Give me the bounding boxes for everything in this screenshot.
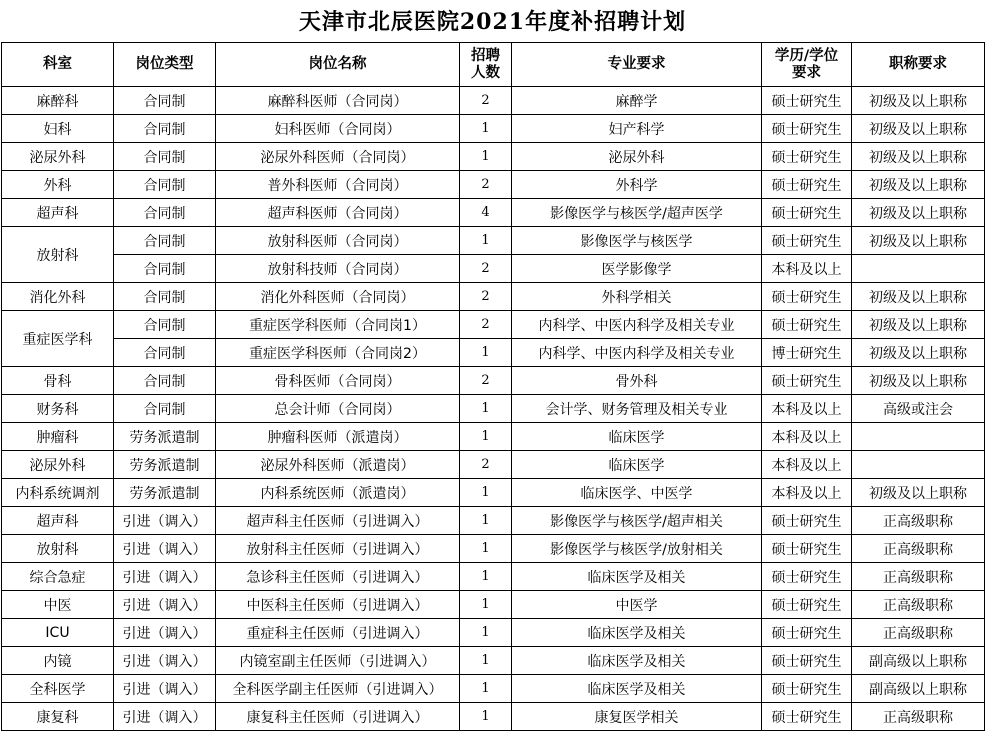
cell-dept: 中医 — [2, 591, 114, 619]
cell-edu: 硕士研究生 — [762, 535, 852, 563]
cell-title: 初级及以上职称 — [852, 171, 985, 199]
cell-edu: 本科及以上 — [762, 395, 852, 423]
header-edu-line1: 学历/学位 — [774, 47, 839, 64]
cell-dept: 重症医学科 — [2, 311, 114, 367]
cell-title: 正高级职称 — [852, 591, 985, 619]
cell-type: 引进（调入） — [114, 507, 216, 535]
table-row — [2, 143, 985, 171]
cell-count: 1 — [460, 703, 512, 731]
cell-title: 初级及以上职称 — [852, 479, 985, 507]
cell-dept: 超声科 — [2, 507, 114, 535]
cell-name: 消化外科医师（合同岗） — [216, 283, 460, 311]
cell-count: 2 — [460, 87, 512, 115]
cell-title: 正高级职称 — [852, 619, 985, 647]
cell-major: 内科学、中医内科学及相关专业 — [512, 311, 762, 339]
cell-edu: 本科及以上 — [762, 423, 852, 451]
table-row — [2, 395, 985, 423]
cell-count: 1 — [460, 675, 512, 703]
cell-name: 全科医学副主任医师（引进调入） — [216, 675, 460, 703]
header-edu-line2: 要求 — [792, 64, 821, 81]
header-type: 岗位类型 — [114, 43, 216, 87]
cell-type: 引进（调入） — [114, 591, 216, 619]
cell-dept: 麻醉科 — [2, 87, 114, 115]
cell-type: 合同制 — [114, 255, 216, 283]
table-row — [2, 87, 985, 115]
cell-title: 初级及以上职称 — [852, 311, 985, 339]
header-dept: 科室 — [2, 43, 114, 87]
table-row — [2, 339, 985, 367]
page-title: 天津市北辰医院2021年度补招聘计划 — [298, 9, 687, 35]
cell-type: 引进（调入） — [114, 675, 216, 703]
cell-major: 临床医学及相关 — [512, 647, 762, 675]
header-count — [460, 43, 512, 87]
cell-title: 正高级职称 — [852, 507, 985, 535]
cell-count: 2 — [460, 367, 512, 395]
cell-major: 影像医学与核医学/超声相关 — [512, 507, 762, 535]
cell-dept: 消化外科 — [2, 283, 114, 311]
cell-title — [852, 423, 985, 451]
cell-count: 1 — [460, 479, 512, 507]
cell-type: 引进（调入） — [114, 647, 216, 675]
cell-title: 初级及以上职称 — [852, 227, 985, 255]
cell-major: 临床医学 — [512, 423, 762, 451]
table-row — [2, 535, 985, 563]
table-row — [2, 507, 985, 535]
cell-dept: 放射科 — [2, 227, 114, 283]
cell-dept: 综合急症 — [2, 563, 114, 591]
cell-name: 重症医学科医师（合同岗1） — [216, 311, 460, 339]
cell-type: 劳务派遣制 — [114, 479, 216, 507]
table-row — [2, 255, 985, 283]
cell-type: 合同制 — [114, 87, 216, 115]
cell-name: 康复科主任医师（引进调入） — [216, 703, 460, 731]
cell-name: 放射科技师（合同岗） — [216, 255, 460, 283]
cell-name: 超声科主任医师（引进调入） — [216, 507, 460, 535]
cell-major: 中医学 — [512, 591, 762, 619]
table-row — [2, 479, 985, 507]
table-row — [2, 647, 985, 675]
cell-dept: 内镜 — [2, 647, 114, 675]
cell-title: 初级及以上职称 — [852, 339, 985, 367]
cell-edu: 硕士研究生 — [762, 647, 852, 675]
cell-name: 泌尿外科医师（合同岗） — [216, 143, 460, 171]
cell-name: 重症医学科医师（合同岗2） — [216, 339, 460, 367]
cell-title: 初级及以上职称 — [852, 143, 985, 171]
table-row — [2, 563, 985, 591]
cell-title: 初级及以上职称 — [852, 367, 985, 395]
cell-edu: 硕士研究生 — [762, 367, 852, 395]
table-row — [2, 675, 985, 703]
cell-edu: 硕士研究生 — [762, 311, 852, 339]
cell-major: 会计学、财务管理及相关专业 — [512, 395, 762, 423]
cell-edu: 硕士研究生 — [762, 703, 852, 731]
cell-dept: 财务科 — [2, 395, 114, 423]
cell-dept: 泌尿外科 — [2, 451, 114, 479]
cell-dept: 外科 — [2, 171, 114, 199]
cell-title: 高级或注会 — [852, 395, 985, 423]
cell-count: 1 — [460, 535, 512, 563]
cell-edu: 博士研究生 — [762, 339, 852, 367]
cell-edu: 本科及以上 — [762, 451, 852, 479]
cell-count: 1 — [460, 143, 512, 171]
cell-count: 1 — [460, 339, 512, 367]
cell-major: 影像医学与核医学 — [512, 227, 762, 255]
cell-major: 骨外科 — [512, 367, 762, 395]
cell-major: 临床医学及相关 — [512, 675, 762, 703]
cell-count: 2 — [460, 283, 512, 311]
cell-title: 正高级职称 — [852, 563, 985, 591]
cell-name: 普外科医师（合同岗） — [216, 171, 460, 199]
cell-title: 正高级职称 — [852, 535, 985, 563]
cell-count: 2 — [460, 451, 512, 479]
cell-type: 引进（调入） — [114, 535, 216, 563]
cell-dept: 全科医学 — [2, 675, 114, 703]
cell-type: 引进（调入） — [114, 703, 216, 731]
cell-count: 1 — [460, 619, 512, 647]
cell-type: 劳务派遣制 — [114, 423, 216, 451]
cell-dept: 放射科 — [2, 535, 114, 563]
cell-title — [852, 255, 985, 283]
table-row — [2, 171, 985, 199]
table-row — [2, 451, 985, 479]
cell-major: 医学影像学 — [512, 255, 762, 283]
cell-name: 内镜室副主任医师（引进调入） — [216, 647, 460, 675]
cell-name: 泌尿外科医师（派遣岗） — [216, 451, 460, 479]
cell-dept: 康复科 — [2, 703, 114, 731]
cell-type: 合同制 — [114, 227, 216, 255]
cell-edu: 硕士研究生 — [762, 171, 852, 199]
table-row — [2, 199, 985, 227]
cell-count: 1 — [460, 591, 512, 619]
cell-major: 临床医学、中医学 — [512, 479, 762, 507]
cell-dept: 超声科 — [2, 199, 114, 227]
cell-major: 临床医学及相关 — [512, 563, 762, 591]
cell-title: 初级及以上职称 — [852, 199, 985, 227]
header-name: 岗位名称 — [216, 43, 460, 87]
table-row — [2, 311, 985, 339]
cell-major: 麻醉学 — [512, 87, 762, 115]
cell-type: 合同制 — [114, 115, 216, 143]
recruitment-table — [1, 42, 985, 731]
cell-type: 合同制 — [114, 171, 216, 199]
cell-major: 外科学相关 — [512, 283, 762, 311]
header-count-line2: 人数 — [471, 64, 500, 81]
cell-dept: 内科系统调剂 — [2, 479, 114, 507]
cell-title — [852, 451, 985, 479]
header-count-line1: 招聘 — [471, 47, 500, 64]
cell-dept: 妇科 — [2, 115, 114, 143]
cell-edu: 硕士研究生 — [762, 115, 852, 143]
cell-type: 合同制 — [114, 283, 216, 311]
cell-major: 康复医学相关 — [512, 703, 762, 731]
cell-type: 合同制 — [114, 311, 216, 339]
cell-count: 2 — [460, 171, 512, 199]
cell-title: 初级及以上职称 — [852, 283, 985, 311]
cell-title: 副高级以上职称 — [852, 647, 985, 675]
cell-major: 影像医学与核医学/超声医学 — [512, 199, 762, 227]
cell-dept: 泌尿外科 — [2, 143, 114, 171]
cell-major: 内科学、中医内科学及相关专业 — [512, 339, 762, 367]
cell-name: 肿瘤科医师（派遣岗） — [216, 423, 460, 451]
cell-name: 妇科医师（合同岗） — [216, 115, 460, 143]
cell-name: 放射科医师（合同岗） — [216, 227, 460, 255]
cell-edu: 硕士研究生 — [762, 619, 852, 647]
cell-dept: ICU — [2, 619, 114, 647]
cell-count: 4 — [460, 199, 512, 227]
cell-edu: 硕士研究生 — [762, 143, 852, 171]
cell-edu: 本科及以上 — [762, 255, 852, 283]
cell-count: 1 — [460, 395, 512, 423]
table-row — [2, 423, 985, 451]
cell-type: 合同制 — [114, 143, 216, 171]
cell-name: 麻醉科医师（合同岗） — [216, 87, 460, 115]
header-edu — [762, 43, 852, 87]
cell-type: 引进（调入） — [114, 563, 216, 591]
table-row — [2, 591, 985, 619]
cell-title: 初级及以上职称 — [852, 115, 985, 143]
cell-major: 临床医学 — [512, 451, 762, 479]
cell-type: 合同制 — [114, 395, 216, 423]
cell-count: 2 — [460, 311, 512, 339]
header-title-req: 职称要求 — [852, 43, 985, 87]
cell-major: 影像医学与核医学/放射相关 — [512, 535, 762, 563]
cell-type: 合同制 — [114, 339, 216, 367]
cell-count: 1 — [460, 423, 512, 451]
cell-type: 合同制 — [114, 367, 216, 395]
cell-major: 泌尿外科 — [512, 143, 762, 171]
cell-edu: 硕士研究生 — [762, 507, 852, 535]
cell-major: 妇产科学 — [512, 115, 762, 143]
table-row — [2, 227, 985, 255]
cell-title: 正高级职称 — [852, 703, 985, 731]
cell-type: 引进（调入） — [114, 619, 216, 647]
cell-type: 劳务派遣制 — [114, 451, 216, 479]
header-row — [2, 43, 985, 87]
cell-edu: 硕士研究生 — [762, 87, 852, 115]
cell-count: 1 — [460, 227, 512, 255]
table-row — [2, 703, 985, 731]
cell-edu: 硕士研究生 — [762, 199, 852, 227]
header-major: 专业要求 — [512, 43, 762, 87]
cell-type: 合同制 — [114, 199, 216, 227]
cell-name: 超声科医师（合同岗） — [216, 199, 460, 227]
cell-dept: 骨科 — [2, 367, 114, 395]
cell-name: 中医科主任医师（引进调入） — [216, 591, 460, 619]
cell-count: 1 — [460, 647, 512, 675]
cell-edu: 硕士研究生 — [762, 227, 852, 255]
cell-edu: 硕士研究生 — [762, 283, 852, 311]
cell-major: 临床医学及相关 — [512, 619, 762, 647]
cell-count: 2 — [460, 255, 512, 283]
cell-name: 放射科主任医师（引进调入） — [216, 535, 460, 563]
cell-name: 内科系统医师（派遣岗） — [216, 479, 460, 507]
cell-edu: 硕士研究生 — [762, 591, 852, 619]
cell-name: 急诊科主任医师（引进调入） — [216, 563, 460, 591]
table-row — [2, 619, 985, 647]
cell-title: 副高级以上职称 — [852, 675, 985, 703]
cell-name: 重症科主任医师（引进调入） — [216, 619, 460, 647]
cell-title: 初级及以上职称 — [852, 87, 985, 115]
table-row — [2, 115, 985, 143]
cell-dept: 肿瘤科 — [2, 423, 114, 451]
cell-edu: 硕士研究生 — [762, 675, 852, 703]
cell-major: 外科学 — [512, 171, 762, 199]
table-row — [2, 283, 985, 311]
cell-edu: 硕士研究生 — [762, 563, 852, 591]
cell-name: 骨科医师（合同岗） — [216, 367, 460, 395]
table-row — [2, 367, 985, 395]
cell-count: 1 — [460, 507, 512, 535]
cell-name: 总会计师（合同岗） — [216, 395, 460, 423]
cell-count: 1 — [460, 563, 512, 591]
cell-count: 1 — [460, 115, 512, 143]
cell-edu: 本科及以上 — [762, 479, 852, 507]
